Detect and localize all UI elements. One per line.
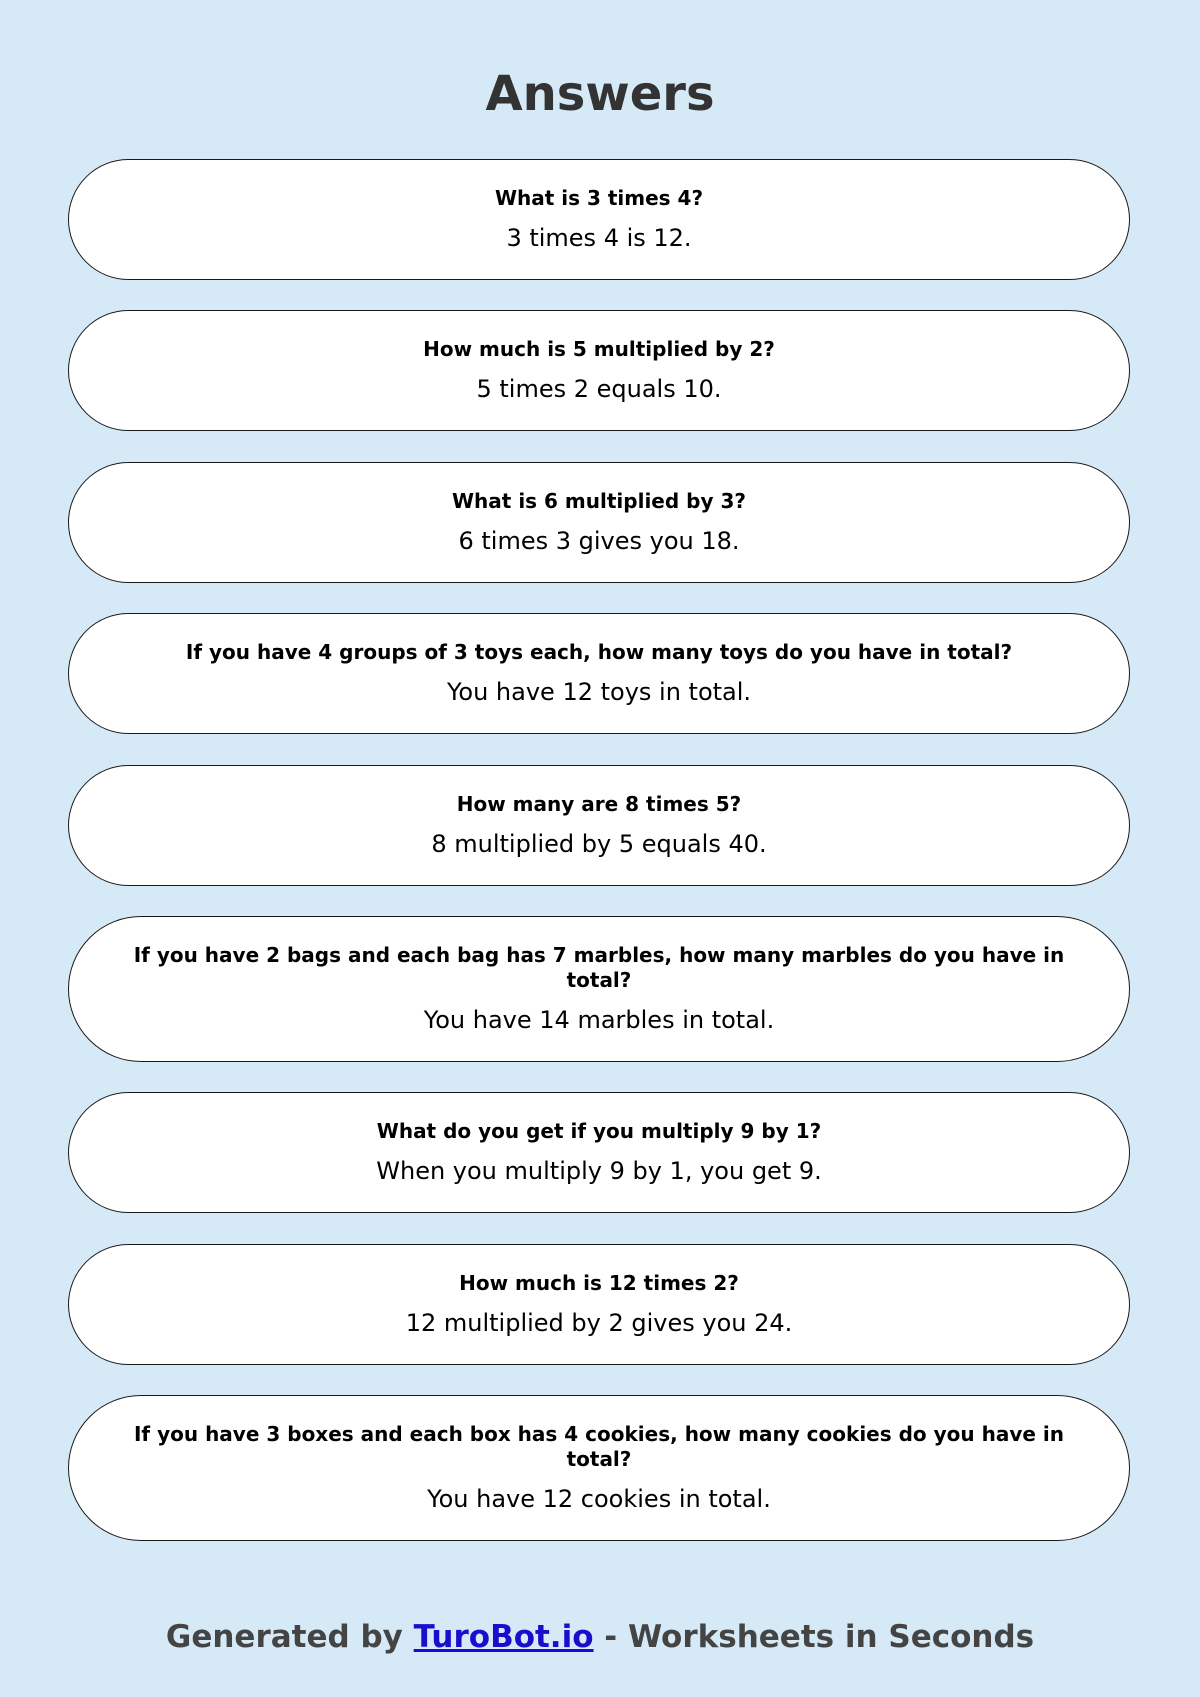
answer-text: 3 times 4 is 12. [506,224,692,252]
answer-text: 8 multiplied by 5 equals 40. [431,830,767,858]
answer-card [68,1244,1130,1365]
answer-card [68,916,1130,1062]
answer-text: When you multiply 9 by 1, you get 9. [376,1157,822,1185]
footer [0,1617,1200,1657]
answer-text: 12 multiplied by 2 gives you 24. [405,1309,793,1337]
question-text: How much is 5 multiplied by 2? [423,337,775,361]
question-text: What do you get if you multiply 9 by 1? [376,1119,822,1143]
answer-card [68,1395,1130,1541]
question-text: If you have 2 bags and each bag has 7 marbles, how many marbles do you have in total? [133,943,1065,992]
answer-text: You have 12 cookies in total. [427,1485,771,1513]
answer-card [68,1092,1130,1213]
answer-card [68,310,1130,431]
answer-text: You have 12 toys in total. [446,678,752,706]
question-text: If you have 4 groups of 3 toys each, how many toys do you have in total? [185,640,1013,664]
question-text: How much is 12 times 2? [459,1271,739,1295]
footer-suffix: - Worksheets in Seconds [593,1619,1035,1655]
question-text: What is 6 multiplied by 3? [452,489,746,513]
answer-card [68,462,1130,583]
question-text: How many are 8 times 5? [456,792,742,816]
answer-text: You have 14 marbles in total. [423,1006,775,1034]
footer-prefix: Generated by [165,1619,414,1655]
answer-text: 5 times 2 equals 10. [476,375,722,403]
answer-card [68,613,1130,734]
answer-text: 6 times 3 gives you 18. [458,527,740,555]
answer-card [68,159,1130,280]
answer-card [68,765,1130,886]
question-text: What is 3 times 4? [494,186,704,210]
question-text: If you have 3 boxes and each box has 4 cookies, how many cookies do you have in total? [133,1422,1064,1471]
page-title: Answers [485,66,715,122]
turobot-link[interactable]: TuroBot.io [413,1619,594,1655]
